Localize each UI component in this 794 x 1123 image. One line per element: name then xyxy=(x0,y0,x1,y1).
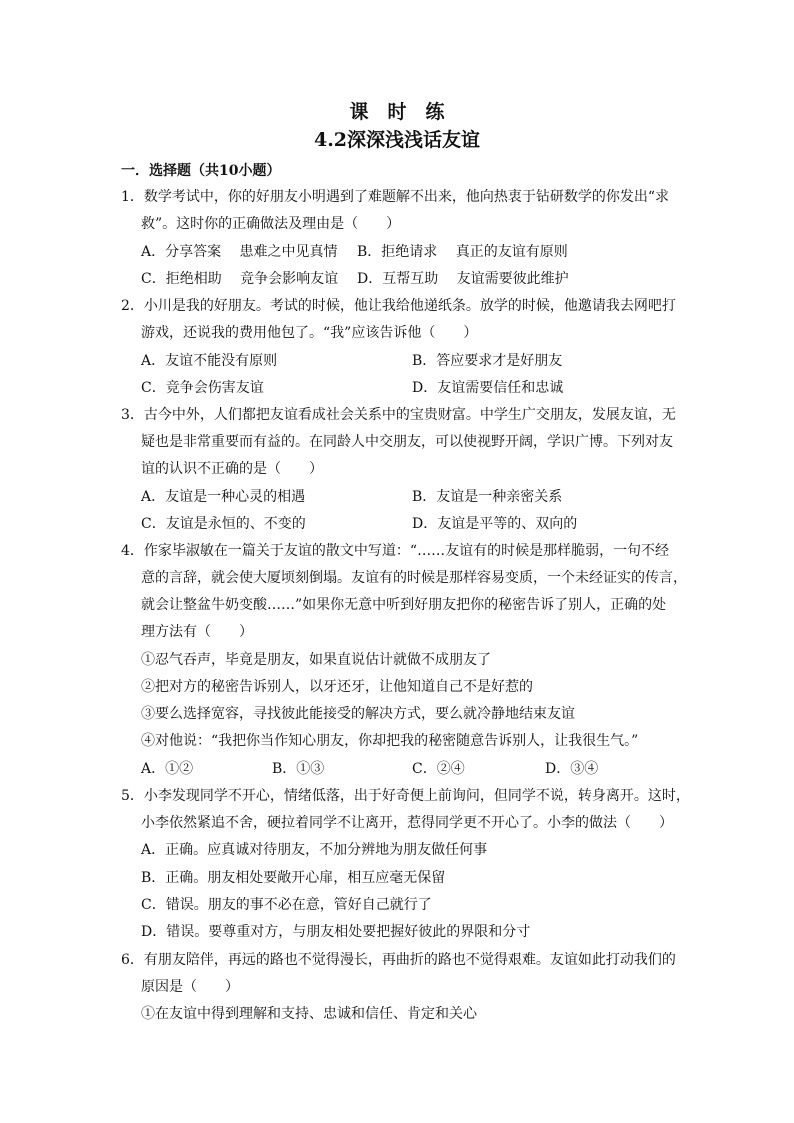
question-1-option-b: B．拒绝请求 真正的友谊有原则 xyxy=(357,244,568,260)
document-title: 课 时 练 xyxy=(349,101,445,123)
question-5-text-cont: 小李依然紧追不舍，硬拉着同学不让离开，惹得同学更不开心了。小李的做法（ ） xyxy=(141,815,673,831)
question-6-statement-1: ①在友谊中得到理解和支持、忠诚和信任、肯定和关心 xyxy=(141,1006,477,1022)
question-3-option-a: A．友谊是一种心灵的相遇 xyxy=(141,489,306,505)
question-6-text: 6．有朋友陪伴，再远的路也不觉得漫长，再曲折的路也不觉得艰难。友谊如此打动我们的 xyxy=(121,952,676,968)
question-1-option-c: C．拒绝相助 竞争会影响友谊 xyxy=(141,271,339,287)
question-4-text-cont-2: 就会让整盆牛奶变酸……”如果你无意中听到好朋友把你的秘密告诉了别人，正确的处 xyxy=(141,597,667,613)
question-4-option-b: B．①③ xyxy=(272,761,325,777)
question-2-text: 2．小川是我的好朋友。考试的时候，他让我给他递纸条。放学的时候，他邀请我去网吧打 xyxy=(121,298,676,314)
question-5-option-c: C．错误。朋友的事不必在意，管好自己就行了 xyxy=(141,897,432,913)
question-1-option-a: A．分享答案 患难之中见真情 xyxy=(141,244,338,260)
question-4-statement-3: ③要么选择宽容，寻找彼此能接受的解决方式，要么就冷静地结束友谊 xyxy=(141,706,575,722)
question-5-option-a: A．正确。应真诚对待朋友，不加分辨地为朋友做任何事 xyxy=(141,842,488,858)
question-4-option-a: A．①② xyxy=(141,761,194,777)
question-4-option-c: C．②④ xyxy=(412,761,465,777)
question-2-option-a: A．友谊不能没有原则 xyxy=(141,353,278,369)
question-2-option-c: C．竞争会伤害友谊 xyxy=(141,380,264,396)
section-heading: 一．选择题（共10小题） xyxy=(121,163,281,179)
question-6-text-cont: 原因是（ ） xyxy=(141,979,239,995)
question-1-option-d: D．互帮互助 友谊需要彼此维护 xyxy=(357,271,569,287)
question-5-text: 5．小李发现同学不开心，情绪低落，出于好奇便上前询问，但同学不说，转身离开。这时， xyxy=(121,788,690,804)
document-subtitle: 4.2深深浅浅话友谊 xyxy=(313,129,481,151)
question-3-text-cont-2: 谊的认识不正确的是（ ） xyxy=(141,461,323,477)
question-1-text: 1．数学考试中，你的好朋友小明遇到了难题解不出来，他向热衷于钻研数学的你发出“求 xyxy=(121,189,670,205)
question-3-text-cont-1: 疑也是非常重要而有益的。在同龄人中交朋友，可以使视野开阔，学识广博。下列对友 xyxy=(141,434,673,450)
question-3-option-b: B．友谊是一种亲密关系 xyxy=(412,489,563,505)
question-4-statement-4: ④对他说：“我把你当作知心朋友，你却把我的秘密随意告诉别人，让我很生气。” xyxy=(141,733,639,749)
question-5-option-b: B．正确。朋友相处要敞开心扉，相互应毫无保留 xyxy=(141,870,446,886)
question-4-text-cont-3: 理方法有（ ） xyxy=(141,624,253,640)
question-2-option-d: D．友谊需要信任和忠诚 xyxy=(412,380,564,396)
question-4-option-d: D．③④ xyxy=(545,761,599,777)
question-5-option-d: D．错误。要尊重对方，与朋友相处要把握好彼此的界限和分寸 xyxy=(141,924,531,940)
question-2-text-cont: 游戏，还说我的费用他包了。“我”应该告诉他（ ） xyxy=(141,325,478,341)
question-4-text: 4．作家毕淑敏在一篇关于友谊的散文中写道：“……友谊有的时候是那样脆弱，一句不经 xyxy=(121,543,670,559)
question-4-statement-2: ②把对方的秘密告诉别人，以牙还牙，让他知道自己不是好惹的 xyxy=(141,679,533,695)
question-3-option-d: D．友谊是平等的、双向的 xyxy=(412,516,578,532)
question-2-option-b: B．答应要求才是好朋友 xyxy=(412,353,563,369)
question-4-statement-1: ①忍气吞声，毕竟是朋友，如果直说估计就做不成朋友了 xyxy=(141,652,491,668)
question-4-text-cont-1: 意的言辞，就会使大厦顷刻倒塌。友谊有的时候是那样容易变质，一个未经证实的传言， xyxy=(141,570,687,586)
question-3-option-c: C．友谊是永恒的、不变的 xyxy=(141,516,306,532)
question-3-text: 3．古今中外，人们都把友谊看成社会关系中的宝贵财富。中学生广交朋友，发展友谊，无 xyxy=(121,407,676,423)
question-1-text-cont: 救”。这时你的正确做法及理由是（ ） xyxy=(141,216,401,232)
